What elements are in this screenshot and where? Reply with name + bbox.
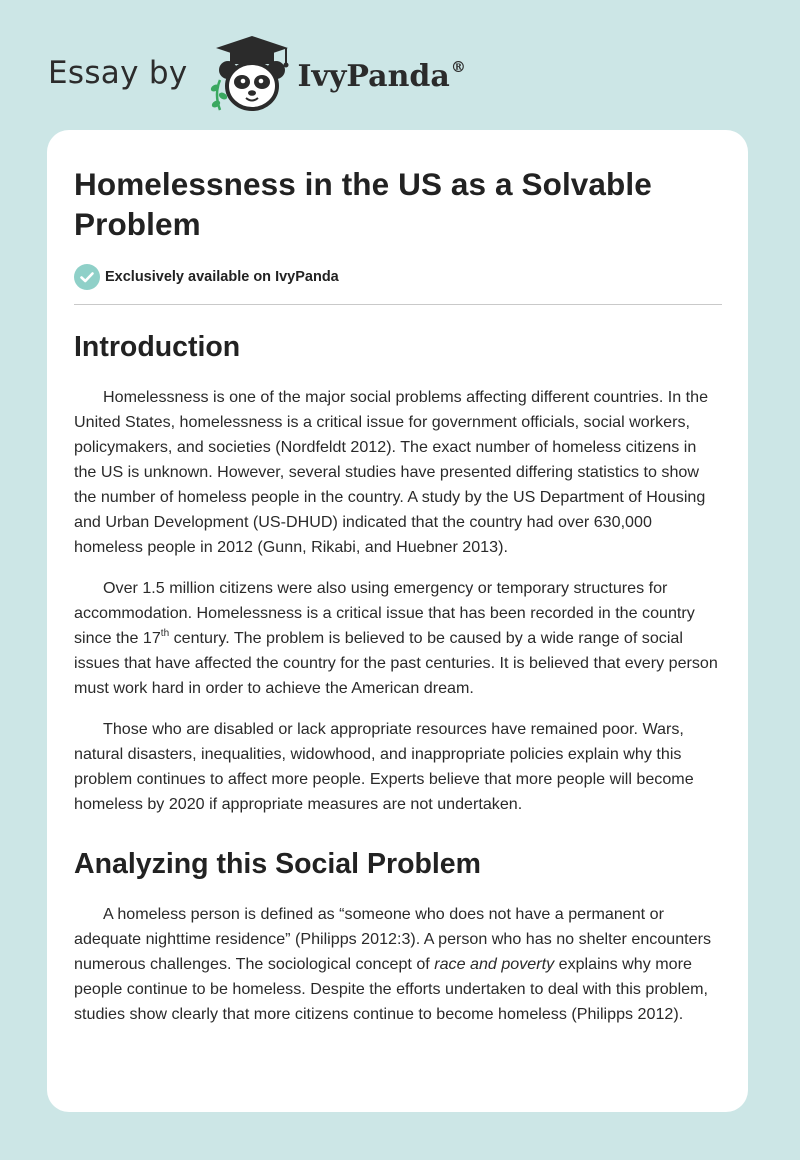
- exclusive-badge-text: Exclusively available on IvyPanda: [105, 269, 339, 285]
- paragraph: Those who are disabled or lack appropriate resources have remained poor. Wars, natural disasters, inequalities, widowhood, and inappropriate policies explain why this problem continues to affect more people. Experts believe that more people will become homeless by 2020 if appropriate measures are not undertaken.: [74, 720, 694, 813]
- panda-graduate-icon[interactable]: [206, 34, 294, 114]
- essay-title: Homelessness in the US as a Solvable Problem: [74, 166, 652, 242]
- paragraph: Over 1.5 million citizens were also using emergency or temporary structures for accommodation. Homelessness is a critical issue that has been recorded in the country since the 17th century. The problem is believed to be caused by a wide range of social issues that have affected the country for the past centuries. It is believed that every person must work hard in order to achieve the American dream.: [74, 579, 718, 697]
- emphasized-term: race and poverty: [434, 955, 555, 973]
- essay-by-label: Essay by: [48, 55, 188, 91]
- exclusive-badge: [74, 264, 722, 290]
- title-divider: [74, 304, 722, 305]
- check-circle-icon: [74, 264, 100, 290]
- site-header: [48, 34, 466, 114]
- registered-mark: ®: [450, 58, 466, 76]
- section-heading-introduction: Introduction: [74, 331, 241, 363]
- essay-card: [47, 130, 748, 1112]
- paragraph: A homeless person is defined as “someone who does not have a permanent or adequate nighttime residence” (Philipps 2012:3). A person who has no shelter encounters numerous challenges. The sociological concept of race and poverty explains why more people continue to be homeless. Despite the efforts undertaken to deal with this problem, studies show clearly that more citizens continue to become homeless (Philipps 2012).: [74, 905, 711, 1023]
- brand-name[interactable]: IvyPanda®: [297, 58, 466, 94]
- ordinal-superscript: th: [160, 628, 170, 639]
- paragraph: Homelessness is one of the major social problems affecting different countries. In the United States, homelessness is a critical issue for government officials, social workers, policymakers, and societies (Nordfeldt 2012). The exact number of homeless citizens in the US is unknown. However, several studies have presented differing statistics to show the number of homeless people in the country. A study by the US Department of Housing and Urban Development (US-DHUD) indicated that the country had over 630,000 homeless people in 2012 (Gunn, Rikabi, and Huebner 2013).: [74, 388, 709, 556]
- section-heading-analyzing: Analyzing this Social Problem: [74, 848, 482, 880]
